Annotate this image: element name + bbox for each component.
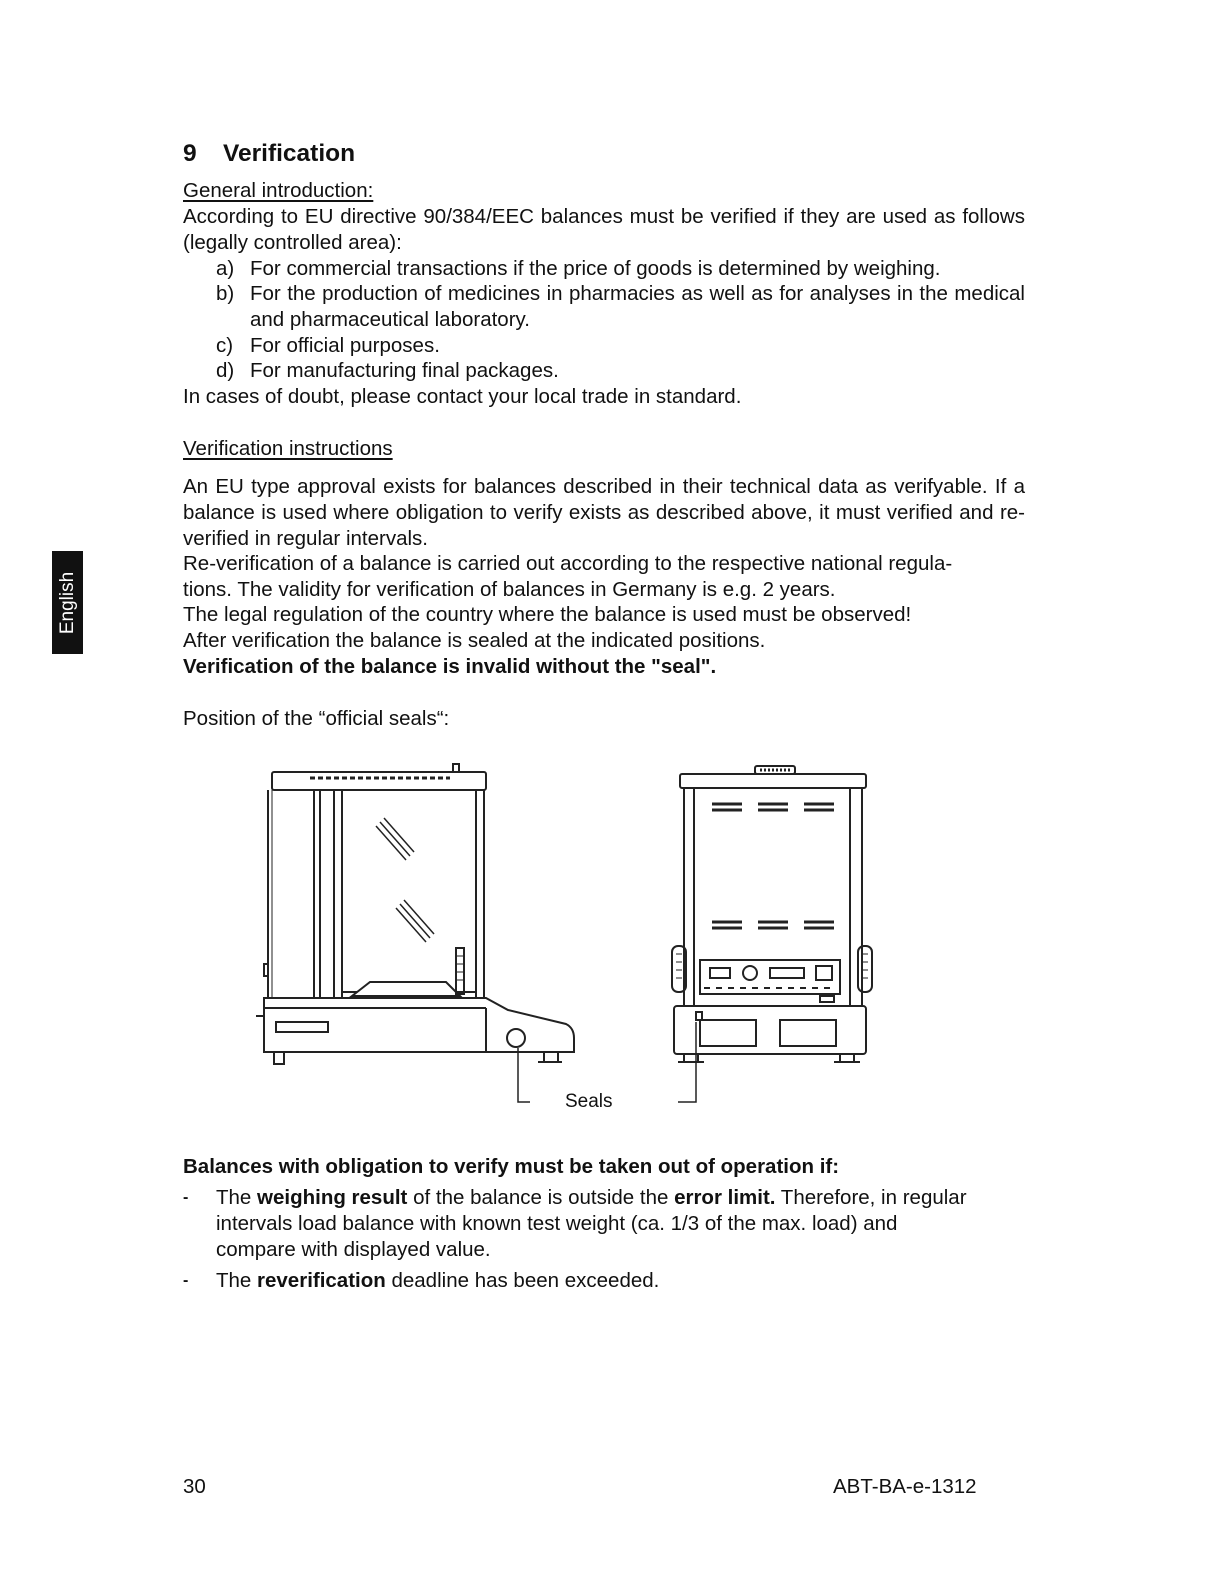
reverification-line-1: Re-verification of a balance is carried out according to the respective national regula-: [183, 552, 953, 575]
list-marker: a): [216, 257, 235, 280]
seals-label: Seals: [565, 1091, 613, 1112]
type-approval-paragraph: An EU type approval exists for balances described in their technical data as verifyable. If a balance is used where obligation to verify exists as described above, it must verified and re-verified in regular intervals.: [183, 475, 1025, 550]
general-intro-text: According to EU directive 90/384/EEC balances must be verified if they are used as follows (legally controlled area):: [183, 205, 1025, 254]
list-text: For manufacturing final packages.: [250, 359, 559, 382]
seal-warning: Verification of the balance is invalid without the "seal".: [183, 655, 717, 678]
section-number: 9: [183, 140, 197, 167]
sealing-note: After verification the balance is sealed at the indicated positions.: [183, 629, 766, 652]
reverification-line-2: tions. The validity for verification of balances in Germany is e.g. 2 years.: [183, 578, 836, 601]
balance-rear-view: [672, 766, 872, 1062]
list-marker: c): [216, 334, 234, 357]
list-marker: d): [216, 359, 235, 382]
obligation-heading: Balances with obligation to verify must be taken out of operation if:: [183, 1155, 840, 1178]
balance-side-view: [256, 764, 574, 1064]
verification-instructions-heading: Verification instructions: [183, 437, 393, 460]
section-heading: [183, 140, 355, 168]
list-text: For official purposes.: [250, 334, 440, 357]
list-text: For commercial transactions if the price of goods is determined by weighing.: [250, 257, 941, 280]
language-side-tab: [52, 551, 83, 654]
legal-regulation-note: The legal regulation of the country where the balance is used must be observed!: [183, 603, 912, 626]
bullet-text: The weighing result of the balance is outside the error limit. Therefore, in regular intervals load balance with known test weight (ca. 1/3 of the max. load) and compare with displayed value.: [216, 1186, 967, 1261]
seal-leader-left: [518, 1048, 530, 1102]
list-marker: b): [216, 282, 235, 305]
doubt-note: In cases of doubt, please contact your local trade in standard.: [183, 385, 742, 408]
bullet-dash: -: [183, 1189, 189, 1206]
seals-position-intro: Position of the “official seals“:: [183, 707, 450, 730]
balance-seals-figure: [250, 760, 880, 1116]
list-text: For the production of medicines in pharmacies as well as for analyses in the medical and pharmaceutical laboratory.: [250, 282, 1025, 331]
document-code: ABT-BA-e-1312: [833, 1475, 977, 1498]
bullet-dash: -: [183, 1272, 189, 1289]
bullet-text: The reverification deadline has been exceeded.: [216, 1269, 660, 1292]
page-number: 30: [183, 1475, 206, 1498]
section-title: Verification: [223, 140, 356, 167]
general-intro-heading: General introduction:: [183, 179, 374, 202]
side-tab-label: English: [56, 571, 78, 634]
